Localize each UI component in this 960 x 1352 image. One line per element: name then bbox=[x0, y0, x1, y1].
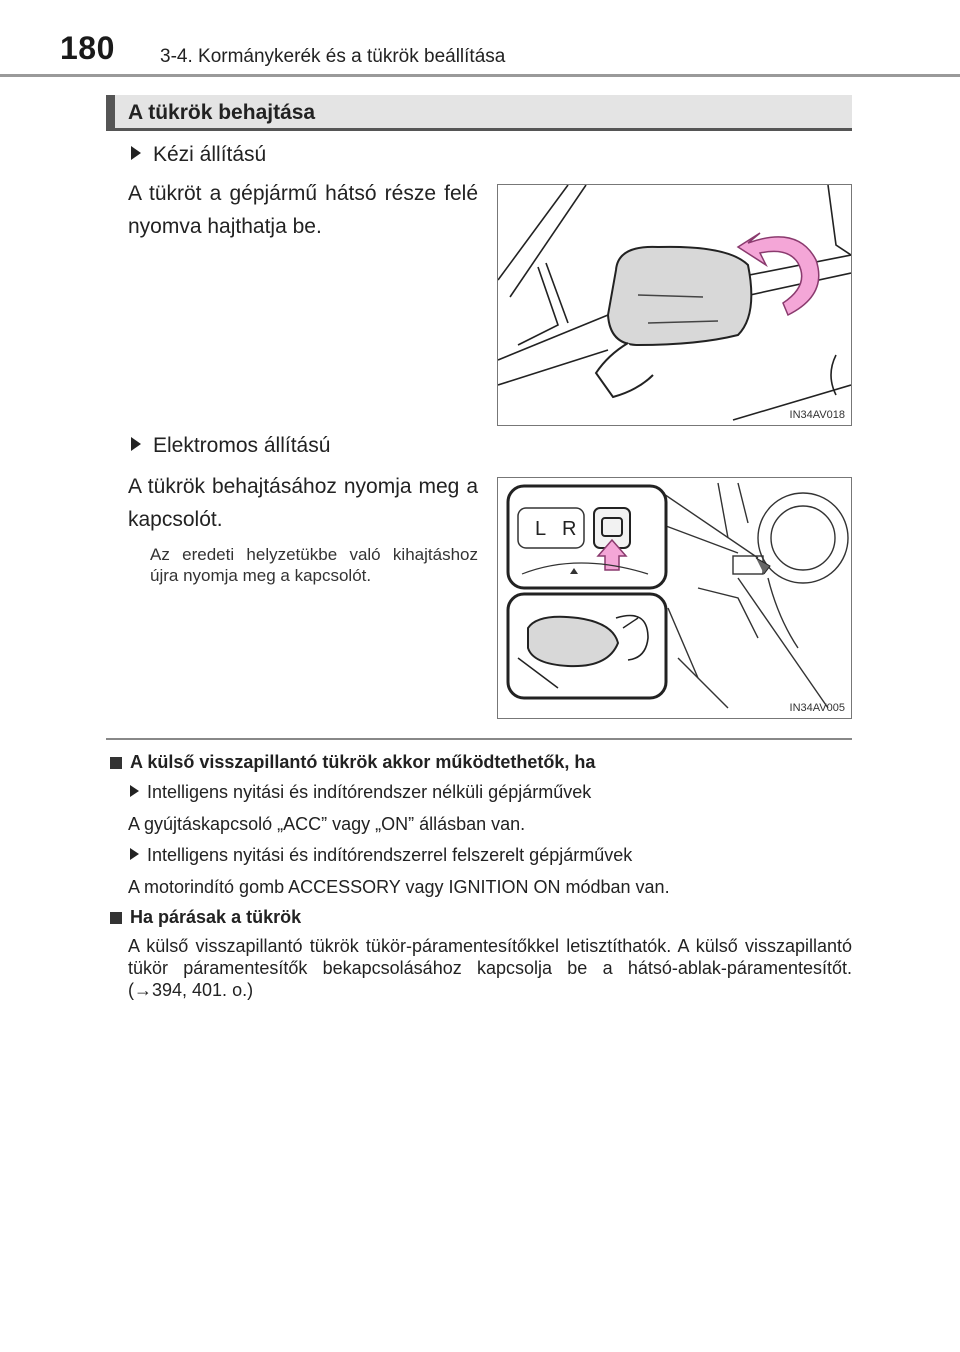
info2-heading-text: Ha párásak a tükrök bbox=[130, 907, 302, 927]
section-marker bbox=[106, 95, 115, 128]
info1-heading bbox=[110, 752, 595, 773]
square-bullet-icon bbox=[110, 757, 122, 769]
electric-text: A tükrök behajtásához nyomja meg a kapcsolót. bbox=[128, 475, 478, 531]
section-title-bar bbox=[106, 95, 852, 131]
manual-subhead bbox=[131, 143, 266, 167]
header-rule bbox=[0, 74, 960, 77]
info1-case1-label-text: Intelligens nyitási és indítórendszer nélküli gépjárművek bbox=[147, 782, 592, 802]
manual-text: A tükröt a gépjármű hátsó része felé nyomva hajthatja be. bbox=[128, 182, 478, 238]
section-divider bbox=[106, 738, 852, 740]
switch-left-label: L bbox=[535, 518, 547, 540]
electric-subhead-label: Elektromos állítású bbox=[153, 434, 331, 457]
electric-note: Az eredeti helyzetükbe való kihajtáshoz újra nyomja meg a kapcsolót. bbox=[150, 545, 478, 585]
info2-heading bbox=[110, 907, 301, 928]
manual-fold-mirror-illustration bbox=[498, 185, 851, 425]
info1-heading-text: A külső visszapillantó tükrök akkor működtethetők, ha bbox=[130, 752, 596, 772]
triangle-bullet-icon bbox=[130, 848, 139, 860]
triangle-bullet-icon bbox=[131, 146, 141, 160]
triangle-bullet-icon bbox=[130, 785, 139, 797]
info1-case1-text: A gyújtáskapcsoló „ACC” vagy „ON” állásban van. bbox=[128, 814, 526, 834]
manual-figure-code: IN34AV018 bbox=[789, 409, 845, 421]
electric-subhead bbox=[131, 434, 330, 458]
section-title: A tükrök behajtása bbox=[128, 101, 316, 124]
info2-text: A külső visszapillantó tükrök tükör-páramentesítőkkel letisztíthatók. A külső visszapillantó tükör páramentesítők bekapcsolásához kapcsolja be a hátsó-ablak-páramentesítőt. (→394, 401. o.) bbox=[128, 936, 852, 1000]
info1-case2-label-text: Intelligens nyitási és indítórendszerrel felszerelt gépjárművek bbox=[147, 845, 633, 865]
info1-case2-text: A motorindító gomb ACCESSORY vagy IGNITION ON módban van. bbox=[128, 877, 670, 897]
info1-case1-label bbox=[130, 781, 591, 803]
manual-mirror-figure bbox=[497, 184, 852, 426]
running-title: 3-4. Kormánykerék és a tükrök beállítása bbox=[160, 46, 506, 67]
square-bullet-icon bbox=[110, 912, 122, 924]
triangle-bullet-icon bbox=[131, 437, 141, 451]
electric-figure-code: IN34AV005 bbox=[789, 702, 845, 714]
switch-right-label: R bbox=[562, 518, 577, 540]
manual-subhead-label: Kézi állítású bbox=[153, 143, 267, 166]
info1-case2-label bbox=[130, 844, 632, 866]
page-number: 180 bbox=[60, 30, 115, 66]
electric-switch-figure bbox=[497, 477, 852, 719]
electric-switch-illustration bbox=[498, 478, 851, 718]
